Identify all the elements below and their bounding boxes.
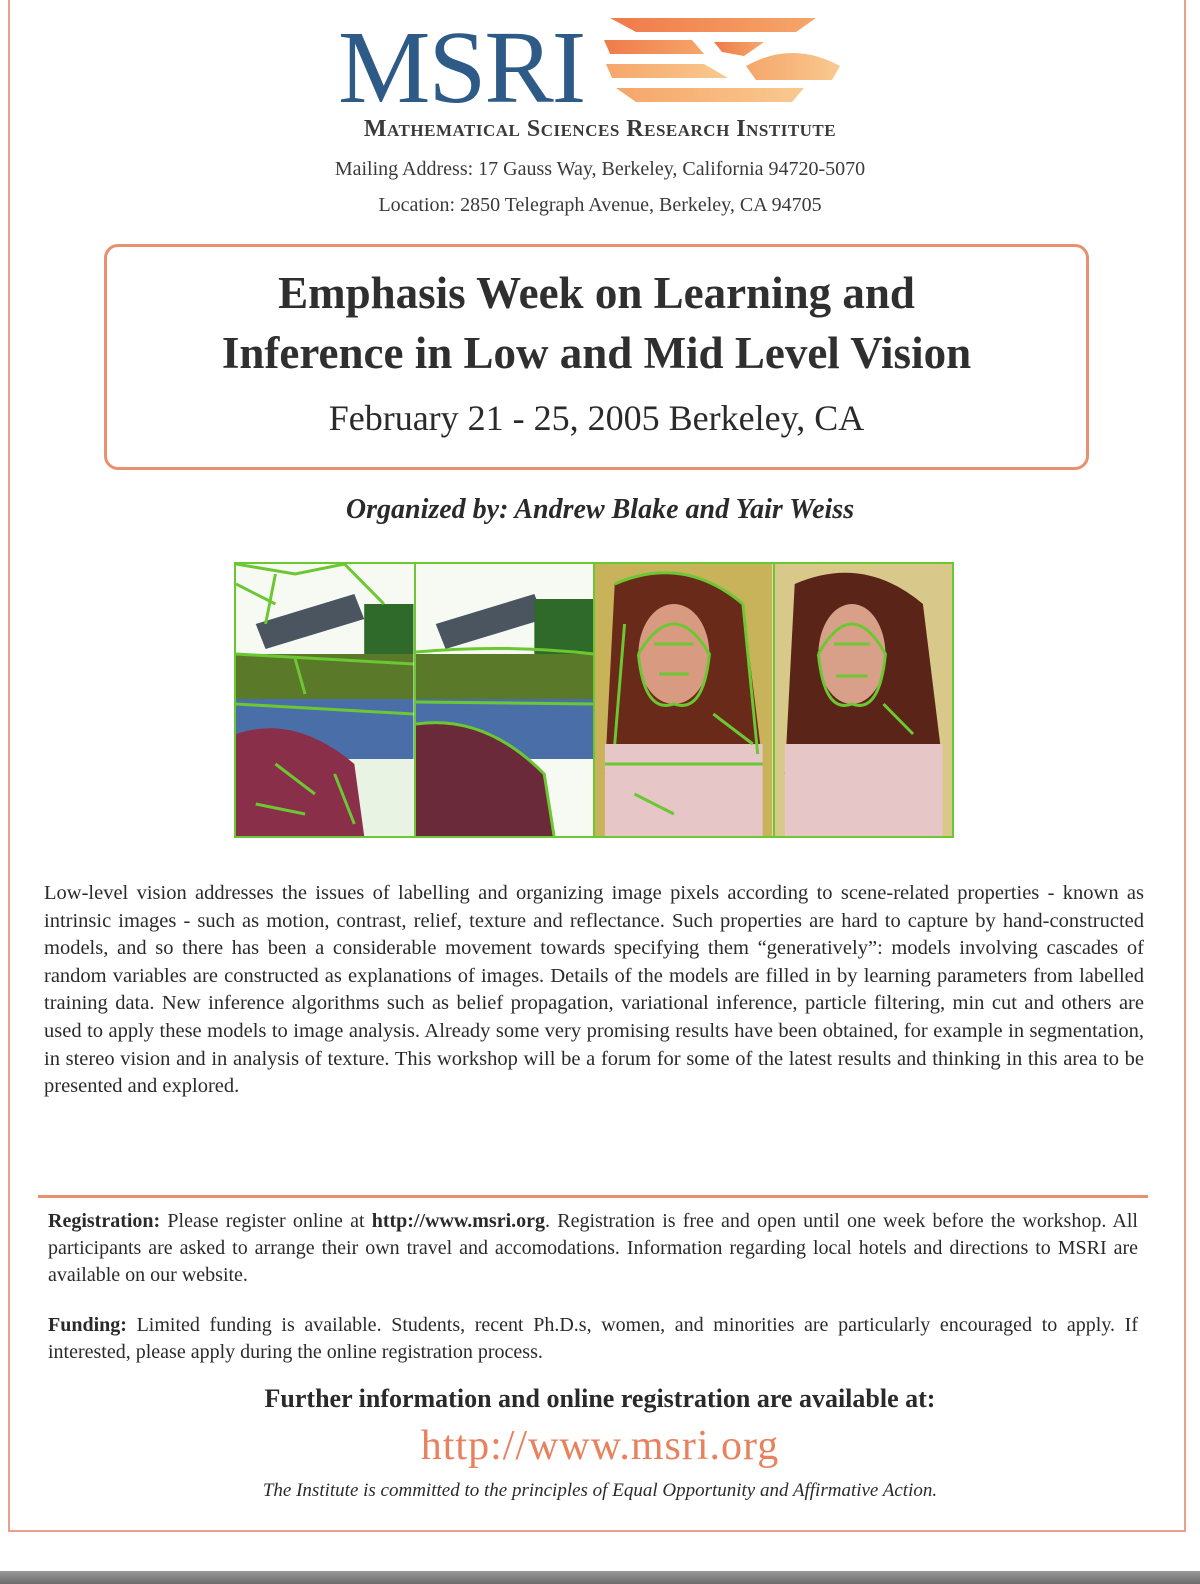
registration-text-before: Please register online at (160, 1210, 372, 1232)
scan-edge (0, 1571, 1200, 1584)
segmentation-images (234, 562, 954, 838)
msri-logo-icon (596, 6, 846, 114)
msri-website-link[interactable]: http://www.msri.org (420, 1423, 780, 1469)
registration-info (48, 1208, 1138, 1289)
bridge-segmentation-refined-image (416, 564, 596, 836)
further-info-heading: Further information and online registration are available at: (264, 1384, 936, 1413)
registration-label: Registration: (48, 1210, 161, 1232)
institute-name: Mathematical Sciences Research Institute (363, 116, 837, 142)
funding-info (48, 1312, 1138, 1366)
portrait-segmentation-image (595, 564, 775, 836)
funding-text: Limited funding is available. Students, recent Ph.D.s, women, and minorities are particularly encouraged to apply. If interested, please apply during the online registration process. (48, 1314, 1138, 1363)
mailing-address: Mailing Address: 17 Gauss Way, Berkeley, California 94720-5070 (334, 158, 866, 180)
event-dates-location: February 21 - 25, 2005 Berkeley, CA (328, 398, 865, 438)
funding-label: Funding: (48, 1314, 127, 1336)
section-divider (38, 1195, 1148, 1198)
registration-url-link[interactable]: http://www.msri.org (371, 1210, 546, 1232)
event-title-line-2: Inference in Low and Mid Level Vision (221, 328, 972, 378)
equal-opportunity-statement: The Institute is committed to the principles of Equal Opportunity and Affirmative Action. (262, 1480, 938, 1501)
registration-text-after: . Registration is free and open until one week before the workshop. All participants are asked to arrange their own travel and accomodations. Information regarding local hotels and directions to MSRI are available on our website. (48, 1210, 1138, 1286)
location-address: Location: 2850 Telegraph Avenue, Berkeley, CA 94705 (378, 194, 822, 216)
event-description: Low-level vision addresses the issues of labelling and organizing image pixels according to scene-related properties - known as intrinsic images - such as motion, contrast, relief, texture and reflectance. Such properties are hard to capture by hand-constructed models, and so there has been a considerable movement towards specifying them “generatively”: models involving cascades of random variables are constructed as explanations of images. Details of the models are filled in by learning parameters from labelled training data. New inference algorithms such as belief propagation, variational inference, particle filtering, min cut and others are used to apply these models to image analysis. Already some very promising results have been obtained, for example in segmentation, in stereo vision and in analysis of texture. This workshop will be a forum for some of the latest results and thinking in this area to be presented and explored. (44, 882, 1144, 1098)
event-title-line-1: Emphasis Week on Learning and (278, 268, 915, 318)
msri-logo-text: MSRI (338, 10, 585, 125)
bridge-segmentation-image (236, 564, 416, 836)
event-title-box (104, 244, 1089, 470)
portrait-segmentation-refined-image (775, 564, 953, 836)
organizers: Organized by: Andrew Blake and Yair Weiss (345, 494, 855, 525)
